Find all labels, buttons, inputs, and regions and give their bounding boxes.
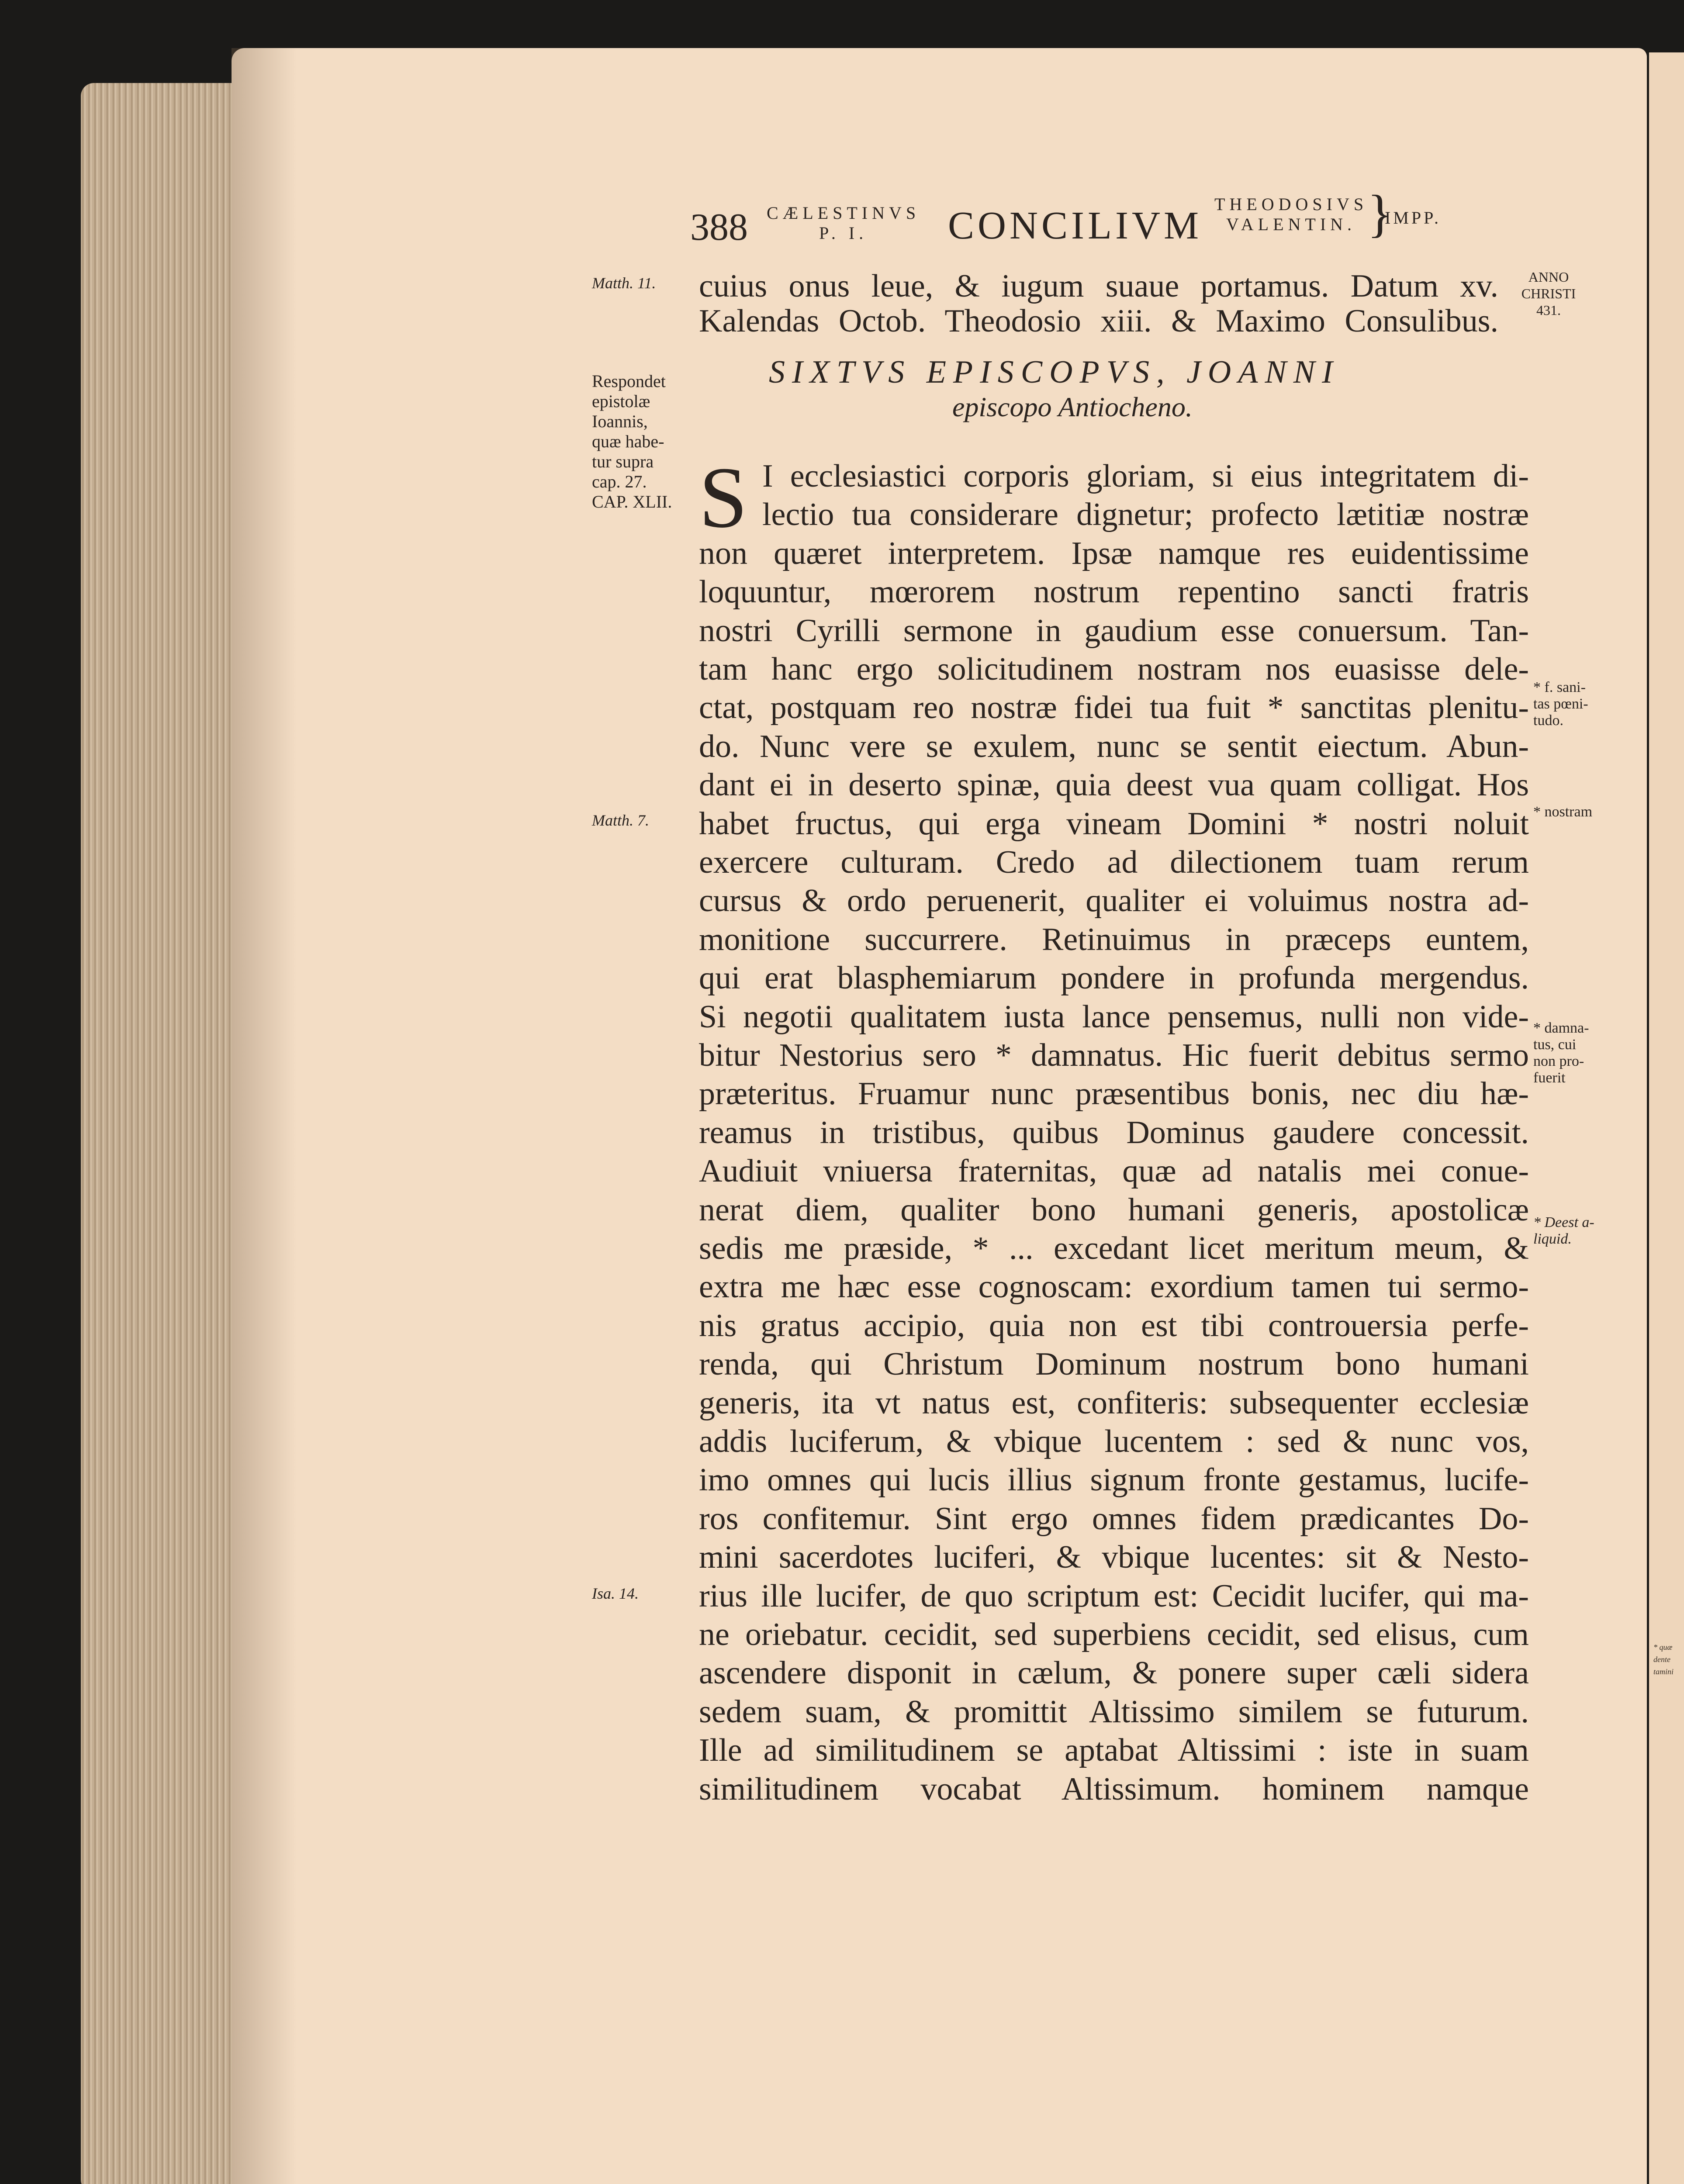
header-right-stack — [1214, 194, 1368, 235]
body-line: nostri Cyrilli sermone in gaudium esse conuersum. Tan- — [699, 612, 1529, 649]
body-line: do. Nunc vere se exulem, nunc se sentit eiectum. Abun- — [699, 728, 1529, 764]
note-matth-7: Matth. 7. — [592, 812, 649, 829]
note-sanitas-3: tudo. — [1533, 712, 1563, 729]
body-line: ne oriebatur. cecidit, sed superbiens cecidit, sed elisus, cum — [699, 1617, 1529, 1652]
note-damnatus-3: non pro- — [1533, 1053, 1584, 1069]
body-line: præteritus. Fruamur nunc præsentibus bonis, nec diu hæ- — [699, 1076, 1529, 1112]
year-note-line3: 431. — [1536, 302, 1561, 318]
note-isa-14: Isa. 14. — [592, 1585, 639, 1602]
adjacent-fragment-3: tamini — [1653, 1667, 1674, 1676]
header-brace: } — [1367, 184, 1393, 242]
body-line: nis gratus accipio, quia non est tibi controuersia perfe- — [699, 1307, 1529, 1344]
header-left-top: CÆLESTINVS — [767, 203, 920, 223]
page-edges — [81, 83, 256, 2184]
body-line: dant ei in deserto spinæ, quia deest vua quam colligat. Hos — [699, 767, 1529, 803]
note-damnatus-2: tus, cui — [1533, 1037, 1577, 1053]
body-line: I ecclesiastici corporis gloriam, si eius integritatem di- — [762, 458, 1529, 494]
note-damnatus-1: * damna- — [1533, 1020, 1589, 1036]
body-line: imo omnes qui lucis illius signum fronte gestamus, lucife- — [699, 1462, 1529, 1498]
body-line: sedis me præside, * ... excedant licet meritum meum, & — [699, 1230, 1529, 1266]
body-line: reamus in tristibus, quibus Dominus gaudere concessit. — [699, 1114, 1529, 1151]
body-line: lectio tua considerare dignetur; profecto lætitiæ nostræ — [762, 497, 1529, 533]
drop-cap: S — [699, 449, 748, 546]
note-sanitas-2: tas pœni- — [1533, 696, 1588, 712]
note-nostram: * nostram — [1533, 804, 1593, 820]
body-line: exercere culturam. Credo ad dilectionem tuam rerum — [699, 844, 1529, 880]
body-line: qui erat blasphemiarum pondere in profunda mergendus. — [699, 960, 1529, 996]
gutter-shadow — [232, 48, 297, 2184]
note-respondet-7: CAP. XLII. — [592, 492, 672, 511]
header-left-stack — [767, 203, 920, 243]
body-line: Si negotii qualitatem iusta lance pensemus, nulli non vide- — [699, 999, 1529, 1035]
note-respondet-4: quæ habe- — [592, 432, 664, 451]
body-line: Audiuit vniuersa fraternitas, quæ ad natalis mei conue- — [699, 1153, 1529, 1189]
body-line: monitione succurrere. Retinuimus in præceps euntem, — [699, 921, 1529, 957]
note-deest-2: liquid. — [1533, 1231, 1572, 1247]
body-line: ctat, postquam reo nostræ fidei tua fuit * sanctitas plenitu- — [699, 690, 1529, 726]
body-line: extra me hæc esse cognoscam: exordium tamen tui sermo- — [699, 1269, 1529, 1305]
note-respondet-5: tur supra — [592, 452, 654, 471]
header-right-end: IMPP. — [1385, 208, 1441, 228]
body-line: addis luciferum, & vbique lucentem : sed & nunc vos, — [699, 1424, 1529, 1459]
page-number: 388 — [690, 206, 748, 249]
year-note — [1516, 269, 1581, 318]
note-sanitas — [1533, 679, 1594, 729]
note-respondet-3: Ioannis, — [592, 411, 648, 431]
heading-line-1: SIXTVS EPISCOPVS, JOANNI — [769, 354, 1340, 390]
note-matth-11: Matth. 11. — [592, 274, 656, 292]
body-line: habet fructus, qui erga vineam Domini * nostri noluit — [699, 805, 1529, 842]
body-line: rius ille lucifer, de quo scriptum est: Cecidit lucifer, qui ma- — [699, 1578, 1529, 1614]
body-line: mini sacerdotes luciferi, & vbique lucentes: sit & Nesto- — [699, 1539, 1529, 1576]
year-note-line1: ANNO — [1528, 269, 1569, 285]
heading-line-2: episcopo Antiocheno. — [952, 391, 1193, 422]
body-line: bitur Nestorius sero * damnatus. Hic fuerit debitus sermo — [699, 1037, 1529, 1073]
body-line: cursus & ordo peruenerit, qualiter ei voluimus nostra ad- — [699, 883, 1529, 919]
body-line: non quæret interpretem. Ipsæ namque res euidentissime — [699, 535, 1529, 571]
adjacent-page-strip — [1649, 52, 1684, 2184]
body-line: loquuntur, mœrorem nostrum repentino sancti fratris — [699, 574, 1529, 610]
note-respondet — [592, 371, 692, 512]
note-deest — [1533, 1214, 1594, 1248]
note-respondet-2: epistolæ — [592, 391, 650, 411]
body-line: ros confitemur. Sint ergo omnes fidem prædicantes Do- — [699, 1500, 1529, 1537]
header-right-top: THEODOSIVS — [1214, 194, 1368, 214]
intro-line-2: Kalendas Octob. Theodosio xiii. & Maximo Consulibus. — [699, 303, 1498, 339]
header-left-bottom: P. I. — [819, 223, 868, 243]
note-damnatus — [1533, 1020, 1594, 1086]
body-line: ascendere disponit in cælum, & ponere super cæli sidera — [699, 1655, 1529, 1691]
adjacent-fragment-1: * quæ — [1653, 1643, 1673, 1652]
body-line: Ille ad similitudinem se aptabat Altissimi : iste in suam — [699, 1732, 1529, 1769]
note-sanitas-1: * f. sani- — [1533, 679, 1586, 695]
intro-line-1: cuius onus leue, & iugum suaue portamus. Datum xv. — [699, 268, 1498, 304]
body-line: similitudinem vocabat Altissimum. hominem namque — [699, 1771, 1529, 1807]
body-line: renda, qui Christum Dominum nostrum bono humani — [699, 1346, 1529, 1382]
note-damnatus-4: fuerit — [1533, 1070, 1566, 1086]
note-respondet-1: Respondet — [592, 371, 666, 391]
header-title: CONCILIVM — [948, 204, 1202, 247]
note-deest-1: * Deest a- — [1533, 1214, 1594, 1230]
body-line: generis, ita vt natus est, confiteris: subsequenter ecclesiæ — [699, 1385, 1529, 1421]
body-line: tam hanc ergo solicitudinem nostram nos euasisse dele- — [699, 651, 1529, 687]
body-line: nerat diem, qualiter bono humani generis, apostolicæ — [699, 1192, 1529, 1228]
adjacent-fragment-2: dente — [1653, 1655, 1670, 1664]
body-line: sedem suam, & promittit Altissimo similem se futurum. — [699, 1693, 1529, 1730]
note-respondet-6: cap. 27. — [592, 472, 647, 491]
header-right-bottom: VALENTIN. — [1226, 214, 1356, 234]
year-note-line2: CHRISTI — [1521, 286, 1576, 301]
